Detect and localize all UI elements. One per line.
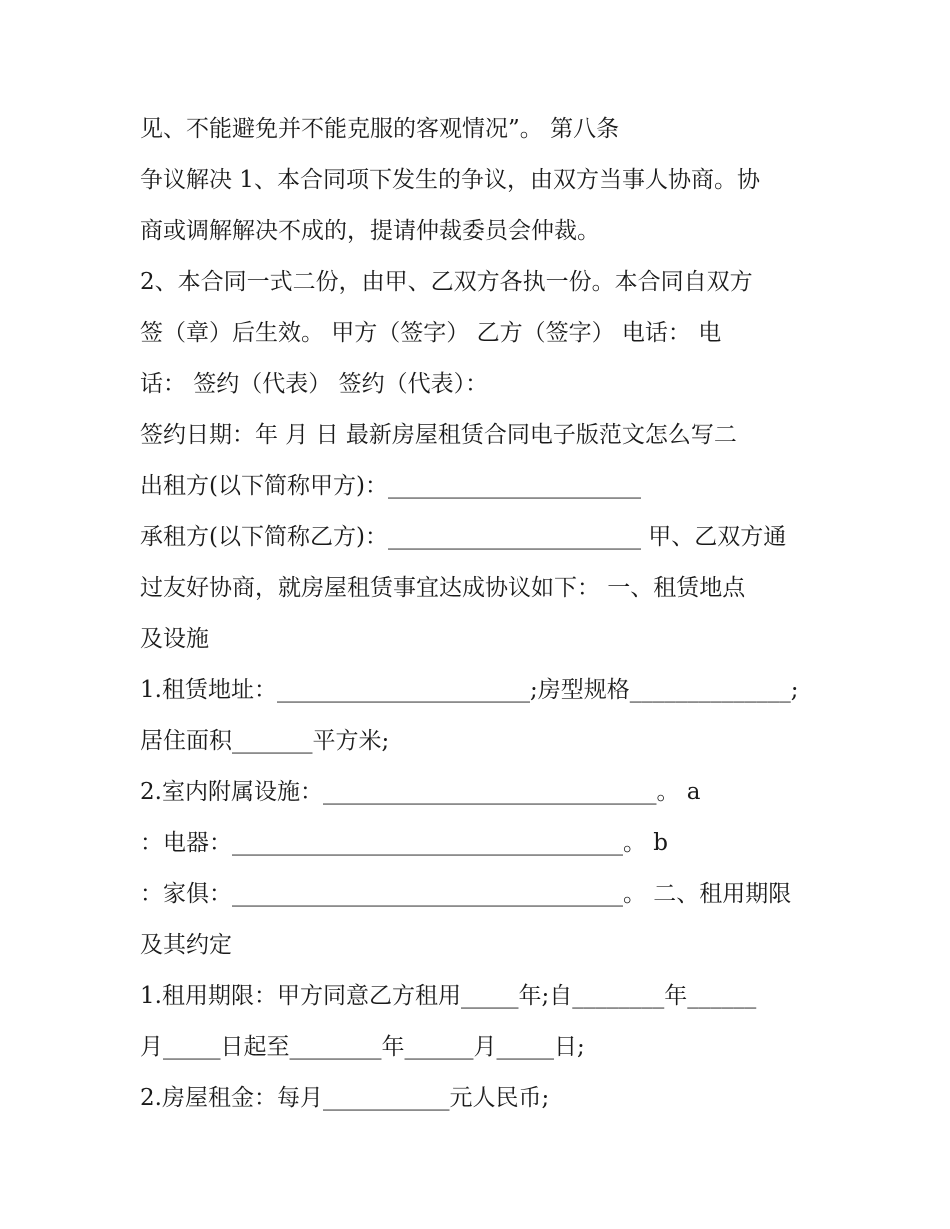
text-line: 居住面积_______平方米; <box>140 728 390 754</box>
text-line: 及其约定 <box>140 932 232 958</box>
text-line: 话： 签约（代表） 签约（代表）： <box>140 371 489 397</box>
text-line: 月_____日起至________年______月_____日; <box>140 1034 585 1060</box>
text-line: 2、本合同一式二份，由甲、乙双方各执一份。本合同自双方 <box>140 269 753 295</box>
text-line: ：电器：__________________________________。 b <box>140 830 669 856</box>
text-line: 签约日期：年 月 日 最新房屋租赁合同电子版范文怎么写二 <box>140 422 737 448</box>
text-line: 及设施 <box>140 626 209 652</box>
text-line: 见、不能避免并不能克服的客观情况”。 第八条 <box>140 116 620 142</box>
text-line: 签（章）后生效。 甲方（签字） 乙方（签字） 电话： 电 <box>140 320 722 346</box>
text-line: 2.室内附属设施：_____________________________。 a <box>140 779 701 805</box>
text-line: 承租方(以下简称乙方)：______________________ 甲、乙双方通 <box>140 524 787 550</box>
text-line: 出租方(以下简称甲方)：______________________ <box>140 473 641 499</box>
text-line: 争议解决 1、本合同项下发生的争议，由双方当事人协商。协 <box>140 167 760 193</box>
text-line: 2.房屋租金：每月___________元人民币; <box>140 1085 550 1111</box>
text-line: 1.租赁地址：______________________;房型规格______________; <box>140 677 799 703</box>
text-line: 过友好协商，就房屋租赁事宜达成协议如下： 一、租赁地点 <box>140 575 746 601</box>
text-line: ：家俱：__________________________________。 二、租用期限 <box>140 881 792 907</box>
text-line: 商或调解解决不成的，提请仲裁委员会仲裁。 <box>140 218 600 244</box>
text-line: 1.租用期限：甲方同意乙方租用_____年;自________年______ <box>140 983 757 1009</box>
